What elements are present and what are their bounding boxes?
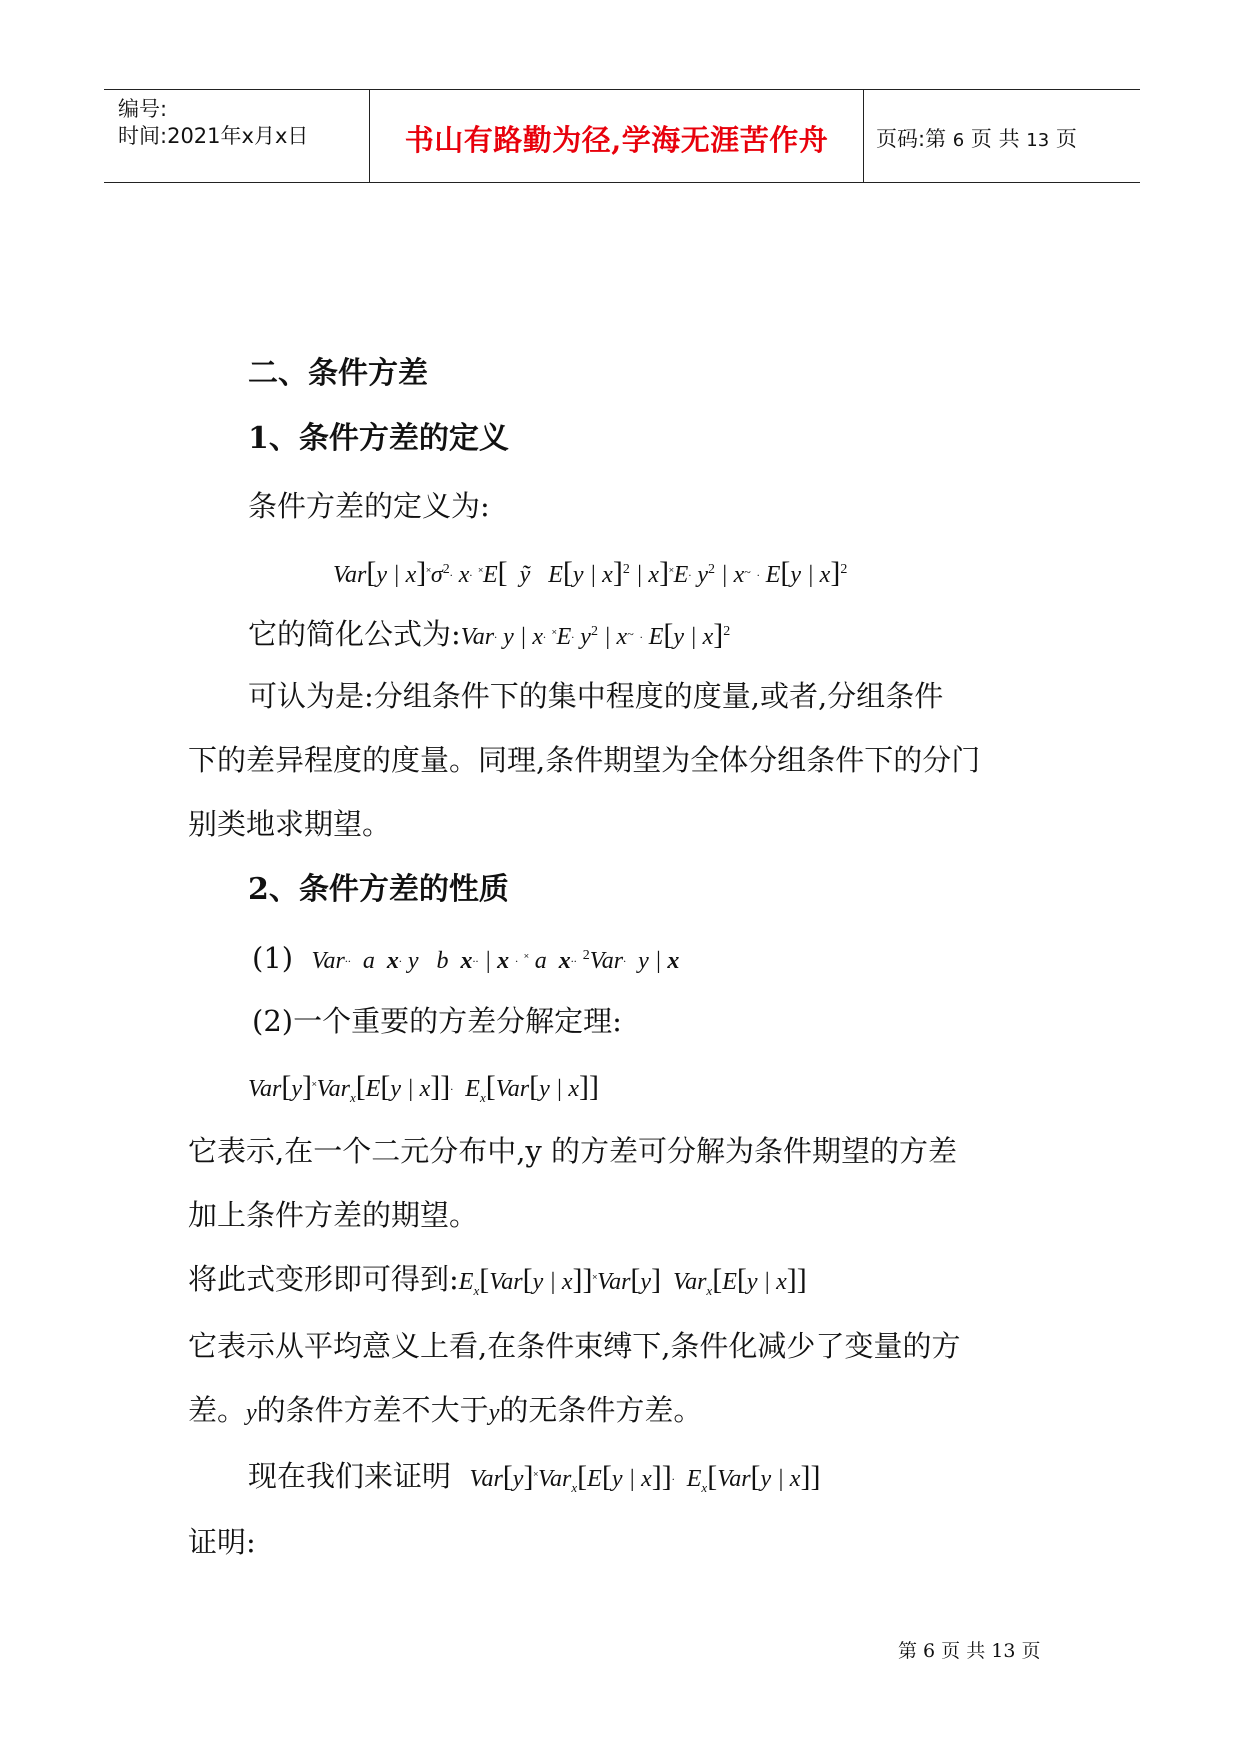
property-2-label: (2)一个重要的方差分解定理: <box>252 1004 622 1038</box>
proof-label: 证明: <box>188 1525 256 1559</box>
time-value: 2021年x月x日 <box>167 124 309 148</box>
header-meta-cell <box>104 90 370 182</box>
page-suffix: 页 <box>1055 127 1077 151</box>
motto: 书山有路勤为径,学海无涯苦作舟 <box>404 123 829 157</box>
paragraph-1-line-1: 可认为是:分组条件下的集中程度的度量,或者,分组条件 <box>248 679 944 713</box>
variable-y: y <box>488 1400 500 1426</box>
paragraph-1-line-3: 别类地求期望。 <box>188 807 392 841</box>
section-title: 二、条件方差 <box>248 356 428 391</box>
variance-decomposition-formula: Var[y]˟Var$_x$[E[y | x]]. $E_x[Var[y$ | x]] <box>248 1070 599 1105</box>
paragraph-3-line-1: 它表示从平均意义上看,在条件束缚下,条件化减少了变量的方 <box>188 1329 961 1363</box>
simplified-intro: 它的简化公式为: <box>248 617 461 651</box>
time-line <box>118 120 308 150</box>
transform-line <box>188 1259 807 1311</box>
paragraph-3-text-b: 的条件方差不大于 <box>256 1393 489 1427</box>
definition-formula: Var[y | $x]^˟\sigma^{2.}$ x. ˟E[ ỹ E[y | x]$^2$ | x]˟E. $y^2$ | x~ . E[y | x]$^2$ <box>333 556 848 589</box>
property-1-label: (1) <box>252 941 294 975</box>
page-total: 13 <box>1026 130 1050 151</box>
page-footer: 第 6 页 共 13 页 <box>898 1640 1041 1662</box>
property-1-formula: Var.. a x. y b x.. | x . ˟ a x.. $^2$Var. y | x <box>311 948 680 974</box>
header-motto-cell <box>370 90 864 182</box>
simplified-line <box>248 612 730 657</box>
subsection-title-definition: 1、条件方差的定义 <box>248 421 509 456</box>
prove-formula: Var[y]˟Var$_x$[E[y | x]]. $E_x[Var[y$ | x]] <box>469 1460 821 1495</box>
transform-formula: $E_x[Var[y$ | x]]˟Var[y] Var$_x$[E[y | x]] <box>458 1263 807 1298</box>
paragraph-3-text-a: 差。 <box>188 1393 247 1427</box>
paragraph-3-text-c: 的无条件方差。 <box>499 1393 703 1427</box>
paragraph-2-line-2: 加上条件方差的期望。 <box>188 1198 479 1232</box>
transform-intro: 将此式变形即可得到: <box>188 1262 459 1296</box>
serial-label: 编号: <box>118 97 168 121</box>
page-mid: 页 共 <box>970 127 1020 151</box>
paragraph-3-line-2 <box>188 1390 702 1433</box>
simplified-formula: Var. y | x. ˟E. $y^2$ | x~ . E[y | x]$^2$ <box>460 618 731 651</box>
paragraph-2-line-1: 它表示,在一个二元分布中,y 的方差可分解为条件期望的方差 <box>188 1134 958 1168</box>
page-current: 6 <box>952 130 965 151</box>
page-code <box>876 123 1077 153</box>
time-label: 时间: <box>118 124 168 148</box>
paragraph-1-line-2: 下的差异程度的度量。同理,条件期望为全体分组条件下的分门 <box>188 743 981 777</box>
variable-y: y <box>246 1400 257 1426</box>
prove-intro: 现在我们来证明 <box>248 1459 452 1493</box>
property-1-line <box>252 936 679 981</box>
header-page-cell <box>864 90 1140 182</box>
subsection-title-properties: 2、条件方差的性质 <box>248 872 509 907</box>
definition-intro: 条件方差的定义为: <box>248 489 490 523</box>
prove-line <box>248 1456 820 1508</box>
page-header <box>104 89 1140 183</box>
page-prefix: 页码:第 <box>876 127 947 151</box>
